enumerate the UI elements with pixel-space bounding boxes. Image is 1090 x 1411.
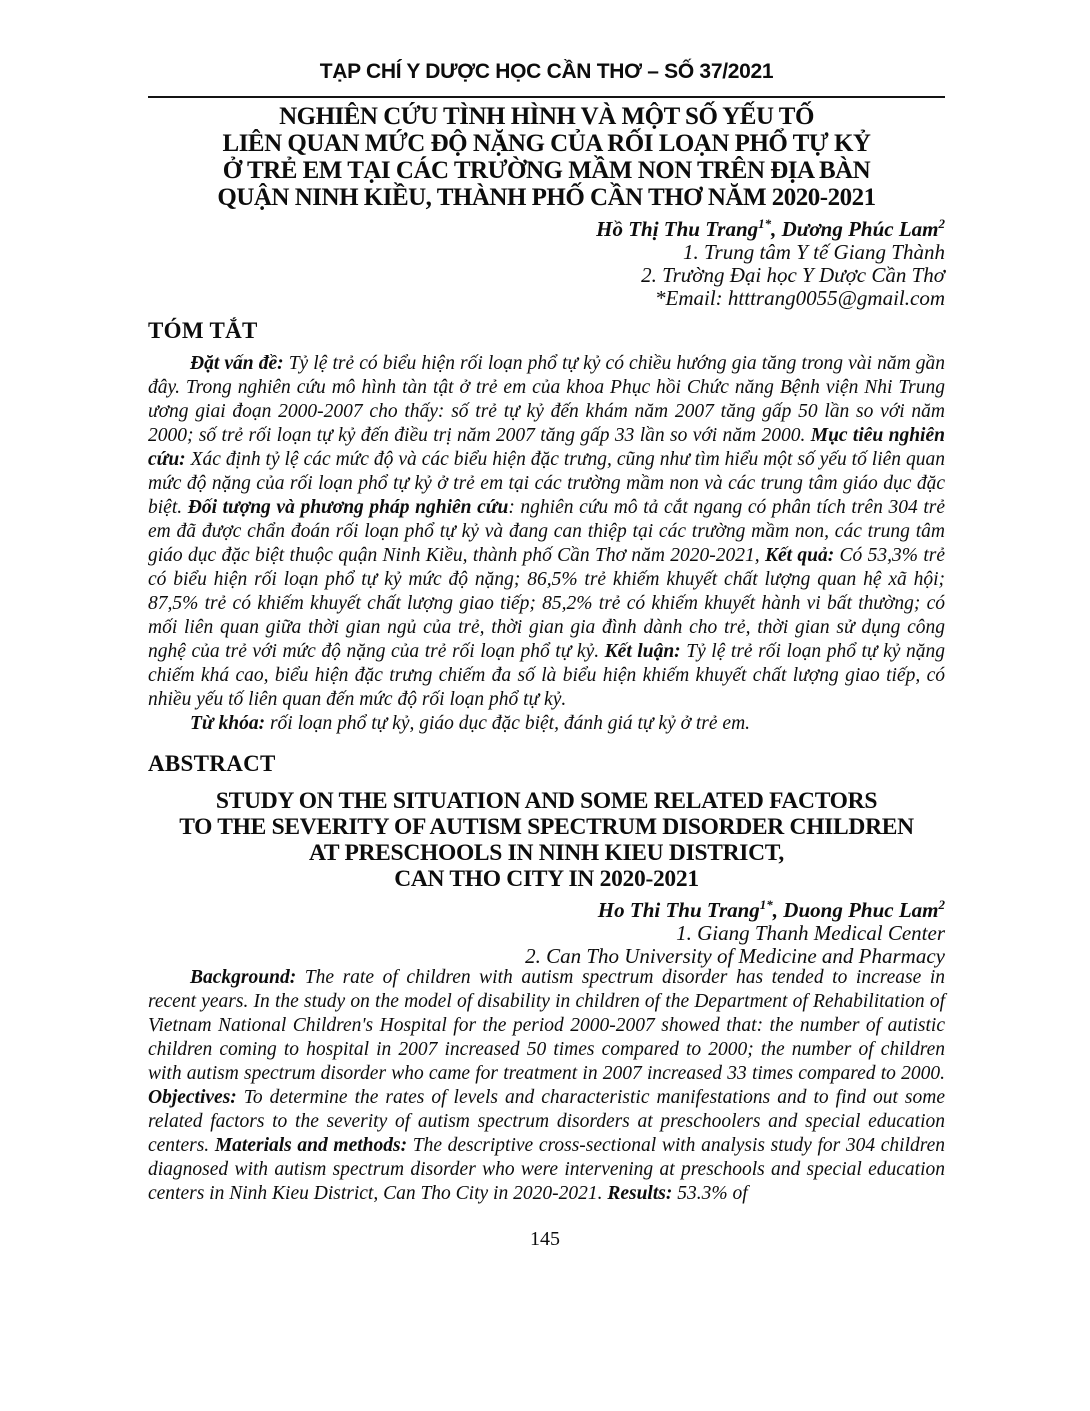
page-number: 145	[530, 1228, 560, 1250]
author-en-2-affil-mark: 2	[938, 897, 945, 912]
author-vi-1: Hồ Thị Thu Trang	[596, 217, 759, 241]
authors-vi-block	[148, 212, 945, 310]
author-vi-2: Dương Phúc Lam	[781, 217, 939, 241]
author-names-vi	[148, 212, 945, 241]
author-en-separator: ,	[772, 898, 784, 922]
title-en-line-1: STUDY ON THE SITUATION AND SOME RELATED FACTORS	[215, 788, 878, 814]
title-en-line-3: AT PRESCHOOLS IN NINH KIEU DISTRICT,	[309, 840, 784, 866]
affiliation-en-2: 2. Can Tho University of Medicine and Pharmacy	[525, 944, 945, 968]
title-en-line-4: CAN THO CITY IN 2020-2021	[394, 866, 699, 892]
title-en-line-2: TO THE SEVERITY OF AUTISM SPECTRUM DISORDER CHILDREN	[179, 814, 914, 840]
affiliation-en-1: 1. Giang Thanh Medical Center	[676, 921, 945, 945]
abstract-vi-paragraph: Đặt vấn đề: Tỷ lệ trẻ có biểu hiện rối loạn phổ tự kỷ có chiều hướng gia tăng trong vài năm gần đây. Trong nghiên cứu mô hình tàn tật ở trẻ em của khoa Phục hồi Chức năng Bệnh viện Nhi Trung ương giai đoạn 2000-2007 cho thấy: số trẻ tự kỷ đến khám năm 2007 tăng gấp 50 lần so với năm 2000; số trẻ rối loạn tự kỷ đến điều trị năm 2007 tăng gấp 33 lần so với năm 2000. Mục tiêu nghiên cứu: Xác định tỷ lệ các mức độ và các biểu hiện đặc trưng, cũng như tìm hiểu một số yếu tố liên quan mức độ nặng của rối loạn phổ tự kỷ ở trẻ em tại các trường mầm non và các trung tâm giáo dục đặc biệt. Đối tượng và phương pháp nghiên cứu: nghiên cứu mô tả cắt ngang có phân tích trên 304 trẻ em đã được chẩn đoán rối loạn phổ tự kỷ và đang can thiệp tại các trường mầm non, các trung tâm giáo dục đặc biệt thuộc quận Ninh Kiều, thành phố Cần Thơ năm 2020-2021, Kết quả: Có 53,3% trẻ có biểu hiện rối loạn phổ tự kỷ mức độ nặng; 86,5% trẻ khiếm khuyết chất lượng quan hệ xã hội; 87,5% trẻ có khiếm khuyết chất lượng giao tiếp; 85,2% trẻ có khiếm khuyết hành vi bất thường; có mối liên quan giữa thời gian ngủ của trẻ, thời gian gia đình dành cho trẻ, thời gian sử dụng công nghệ của trẻ với mức độ nặng của trẻ rối loạn phổ tự kỷ. Kết luận: Tỷ lệ trẻ rối loạn phổ tự kỷ nặng chiếm khá cao, biểu hiện đặc trưng chiếm đa số là biểu hiện khiếm khuyết chất lượng giao tiếp, có nhiều yếu tố liên quan đến mức độ rối loạn phổ tự kỷ.	[148, 353, 945, 710]
heading-abstract: ABSTRACT	[148, 751, 276, 776]
author-vi-1-affil-mark: 1*	[758, 216, 772, 231]
article-title-en	[148, 788, 945, 892]
authors-en-block	[148, 893, 945, 968]
title-vi-line-3: Ở TRẺ EM TẠI CÁC TRƯỜNG MẦM NON TRÊN ĐỊA BÀN	[222, 157, 871, 184]
affiliation-vi-1: 1. Trung tâm Y tế Giang Thành	[683, 240, 945, 264]
author-names-en	[148, 893, 945, 922]
abstract-en-paragraph: Background: The rate of children with autism spectrum disorder has tended to increase in recent years. In the study on the model of disability in children of the Department of Rehabilitation of Vietnam National Children's Hospital for the period 2000-2007 showed that: the number of autistic children coming to hospital in 2007 increased 50 times compared to 2000; the number of children with autism spectrum disorder who came for treatment in 2007 increased 33 times compared to 2000. Objectives: To determine the rates of levels and characteristic manifestations and to find out some related factors to the severity of autism spectrum disorders at preschoolers and special education centers. Materials and methods: The descriptive cross-sectional with analysis study for 304 children diagnosed with autism spectrum disorder who were intervening at preschools and special education centers in Ninh Kieu District, Can Tho City in 2020-2021. Results: 53.3% of	[148, 967, 946, 1204]
author-vi-2-affil-mark: 2	[938, 216, 945, 231]
author-en-1-affil-mark: 1*	[759, 897, 773, 912]
title-vi-line-4: QUẬN NINH KIỀU, THÀNH PHỐ CẦN THƠ NĂM 2020-2021	[217, 184, 876, 211]
title-vi-line-2: LIÊN QUAN MỨC ĐỘ NẶNG CỦA RỐI LOẠN PHỔ TỰ KỶ	[222, 130, 871, 157]
title-vi-line-1: NGHIÊN CỨU TÌNH HÌNH VÀ MỘT SỐ YẾU TỐ	[279, 103, 814, 130]
heading-tom-tat: TÓM TẮT	[148, 318, 258, 343]
affiliation-vi-2: 2. Trường Đại học Y Dược Cần Thơ	[641, 263, 945, 287]
header-divider	[148, 96, 945, 98]
corresponding-email: *Email: htttrang0055@gmail.com	[655, 286, 945, 310]
article-title-vi	[148, 103, 945, 211]
author-en-2: Duong Phuc Lam	[783, 898, 939, 922]
keywords-vi: Từ khóa: rối loạn phổ tự kỷ, giáo dục đặc biệt, đánh giá tự kỷ ở trẻ em.	[190, 713, 751, 734]
author-en-1: Ho Thi Thu Trang	[597, 898, 760, 922]
journal-header: TẠP CHÍ Y DƯỢC HỌC CẦN THƠ – SỐ 37/2021	[319, 60, 774, 83]
author-separator: ,	[771, 217, 782, 241]
